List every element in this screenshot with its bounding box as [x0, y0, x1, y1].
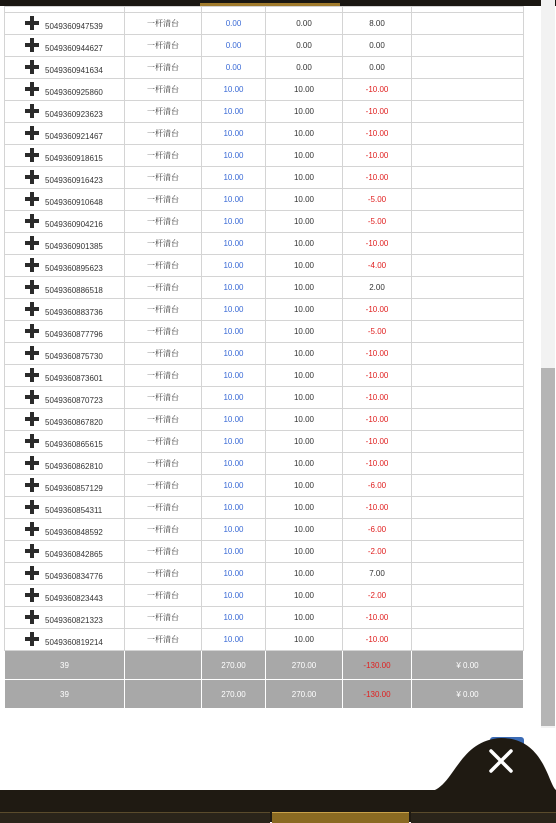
plus-icon[interactable] [25, 522, 39, 536]
order-id-cell[interactable] [5, 387, 125, 409]
game-type-cell: 一杆清台 [125, 431, 202, 453]
total-valid: 270.00 [266, 680, 343, 709]
order-id: 5049360875730 [45, 352, 103, 361]
total-result: -130.00 [343, 680, 412, 709]
bet-amount-cell: 10.00 [202, 299, 266, 321]
order-id-cell[interactable] [5, 519, 125, 541]
table-row[interactable] [5, 233, 524, 255]
bet-amount-cell: 10.00 [202, 541, 266, 563]
plus-icon[interactable] [25, 280, 39, 294]
order-id-cell[interactable] [5, 321, 125, 343]
order-id: 5049360870723 [45, 396, 103, 405]
empty-cell [412, 189, 524, 211]
order-id: 5049360819214 [45, 638, 103, 647]
total-valid: 270.00 [266, 651, 343, 680]
bet-amount-cell: 10.00 [202, 255, 266, 277]
bet-amount-cell: 10.00 [202, 365, 266, 387]
order-id: 5049360901385 [45, 242, 103, 251]
win-loss-cell: -10.00 [343, 607, 412, 629]
empty-cell [412, 475, 524, 497]
plus-icon[interactable] [25, 632, 39, 646]
valid-bet-cell: 10.00 [266, 189, 343, 211]
win-loss-cell: -5.00 [343, 211, 412, 233]
order-id-cell[interactable] [5, 343, 125, 365]
table-row[interactable] [5, 167, 524, 189]
bet-amount-cell: 0.00 [202, 13, 266, 35]
empty-cell [412, 35, 524, 57]
order-id-cell[interactable] [5, 35, 125, 57]
order-id-cell[interactable] [5, 475, 125, 497]
valid-bet-cell: 10.00 [266, 585, 343, 607]
game-type-cell: 一杆清台 [125, 57, 202, 79]
empty-cell [412, 431, 524, 453]
win-loss-cell: -10.00 [343, 167, 412, 189]
win-loss-cell: -10.00 [343, 123, 412, 145]
order-id-cell[interactable] [5, 211, 125, 233]
order-id: 5049360883736 [45, 308, 103, 317]
game-type-cell: 一杆清台 [125, 541, 202, 563]
total-row [5, 680, 524, 709]
bet-amount-cell: 0.00 [202, 57, 266, 79]
order-id: 5049360873601 [45, 374, 103, 383]
valid-bet-cell: 10.00 [266, 299, 343, 321]
game-type-cell: 一杆清台 [125, 497, 202, 519]
total-extra: ¥ 0.00 [412, 680, 524, 709]
game-type-cell: 一杆清台 [125, 211, 202, 233]
win-loss-cell: -2.00 [343, 585, 412, 607]
valid-bet-cell: 10.00 [266, 607, 343, 629]
total-extra: ¥ 0.00 [412, 651, 524, 680]
game-type-cell: 一杆清台 [125, 123, 202, 145]
valid-bet-cell: 10.00 [266, 145, 343, 167]
order-id: 5049360921467 [45, 132, 103, 141]
valid-bet-cell: 10.00 [266, 365, 343, 387]
game-type-cell: 一杆清台 [125, 475, 202, 497]
game-type-cell: 一杆清台 [125, 453, 202, 475]
empty-cell [412, 299, 524, 321]
empty-cell [412, 211, 524, 233]
win-loss-cell: -10.00 [343, 233, 412, 255]
table-row[interactable] [5, 497, 524, 519]
plus-icon[interactable] [25, 60, 39, 74]
bet-amount-cell: 10.00 [202, 79, 266, 101]
valid-bet-cell: 10.00 [266, 519, 343, 541]
order-id: 5049360857129 [45, 484, 103, 493]
order-id: 5049360910648 [45, 198, 103, 207]
valid-bet-cell: 10.00 [266, 79, 343, 101]
valid-bet-cell: 0.00 [266, 13, 343, 35]
empty-cell [412, 277, 524, 299]
plus-icon[interactable] [25, 456, 39, 470]
plus-icon[interactable] [25, 588, 39, 602]
plus-icon[interactable] [25, 544, 39, 558]
plus-icon[interactable] [25, 148, 39, 162]
empty-cell [412, 607, 524, 629]
game-type-cell: 一杆清台 [125, 13, 202, 35]
win-loss-cell: -10.00 [343, 101, 412, 123]
table-row[interactable] [5, 211, 524, 233]
empty-cell [412, 585, 524, 607]
empty-cell [412, 519, 524, 541]
order-id-cell[interactable] [5, 13, 125, 35]
bet-amount-cell: 10.00 [202, 321, 266, 343]
order-id: 5049360947539 [45, 22, 103, 31]
plus-icon[interactable] [25, 412, 39, 426]
bottom-tab[interactable] [0, 812, 270, 823]
win-loss-cell: -5.00 [343, 189, 412, 211]
order-id-cell[interactable] [5, 277, 125, 299]
win-loss-cell: 8.00 [343, 13, 412, 35]
plus-icon[interactable] [25, 324, 39, 338]
order-id-cell[interactable] [5, 57, 125, 79]
table-row[interactable] [5, 585, 524, 607]
win-loss-cell: -6.00 [343, 475, 412, 497]
bet-amount-cell: 10.00 [202, 123, 266, 145]
bottom-tab-active[interactable] [272, 812, 409, 823]
game-type-cell: 一杆清台 [125, 189, 202, 211]
valid-bet-cell: 10.00 [266, 629, 343, 651]
bet-amount-cell: 10.00 [202, 167, 266, 189]
win-loss-cell: -6.00 [343, 519, 412, 541]
close-icon[interactable] [486, 746, 516, 776]
game-type-cell: 一杆清台 [125, 607, 202, 629]
table-row[interactable] [5, 255, 524, 277]
table-row[interactable] [5, 387, 524, 409]
game-type-cell: 一杆清台 [125, 79, 202, 101]
order-id: 5049360904216 [45, 220, 103, 229]
table-row[interactable] [5, 343, 524, 365]
valid-bet-cell: 10.00 [266, 453, 343, 475]
bet-amount-cell: 10.00 [202, 585, 266, 607]
bet-amount-cell: 10.00 [202, 497, 266, 519]
plus-icon[interactable] [25, 478, 39, 492]
win-loss-cell: -10.00 [343, 431, 412, 453]
valid-bet-cell: 10.00 [266, 409, 343, 431]
close-panel [426, 732, 556, 792]
plus-icon[interactable] [25, 390, 39, 404]
win-loss-cell: -10.00 [343, 409, 412, 431]
bet-amount-cell: 10.00 [202, 101, 266, 123]
total-count: 39 [5, 680, 125, 709]
order-id-cell[interactable] [5, 189, 125, 211]
bet-amount-cell: 10.00 [202, 563, 266, 585]
win-loss-cell: -4.00 [343, 255, 412, 277]
total-type [125, 651, 202, 680]
plus-icon[interactable] [25, 82, 39, 96]
valid-bet-cell: 10.00 [266, 101, 343, 123]
bet-amount-cell: 10.00 [202, 277, 266, 299]
order-id: 5049360862810 [45, 462, 103, 471]
order-id-cell[interactable] [5, 431, 125, 453]
table-row[interactable] [5, 57, 524, 79]
bet-amount-cell: 0.00 [202, 35, 266, 57]
table-row[interactable] [5, 321, 524, 343]
empty-cell [412, 343, 524, 365]
win-loss-cell: -10.00 [343, 145, 412, 167]
empty-cell [412, 145, 524, 167]
empty-cell [412, 167, 524, 189]
order-id-cell[interactable] [5, 123, 125, 145]
win-loss-cell: -10.00 [343, 365, 412, 387]
game-type-cell: 一杆清台 [125, 585, 202, 607]
table-row[interactable] [5, 607, 524, 629]
plus-icon[interactable] [25, 434, 39, 448]
order-id: 5049360842865 [45, 550, 103, 559]
total-type [125, 680, 202, 709]
empty-cell [412, 365, 524, 387]
table-row[interactable] [5, 13, 524, 35]
plus-icon[interactable] [25, 214, 39, 228]
order-id: 5049360821323 [45, 616, 103, 625]
table-row[interactable] [5, 629, 524, 651]
valid-bet-cell: 10.00 [266, 167, 343, 189]
game-type-cell: 一杆清台 [125, 277, 202, 299]
bet-amount-cell: 10.00 [202, 475, 266, 497]
win-loss-cell: -10.00 [343, 453, 412, 475]
order-id-cell[interactable] [5, 79, 125, 101]
bet-amount-cell: 10.00 [202, 387, 266, 409]
table-row[interactable] [5, 35, 524, 57]
empty-cell [412, 453, 524, 475]
plus-icon[interactable] [25, 610, 39, 624]
bet-table-wrap [4, 6, 523, 709]
order-id: 5049360886518 [45, 286, 103, 295]
empty-cell [412, 387, 524, 409]
valid-bet-cell: 10.00 [266, 233, 343, 255]
table-row[interactable] [5, 431, 524, 453]
table-row[interactable] [5, 409, 524, 431]
order-id: 5049360916423 [45, 176, 103, 185]
game-type-cell: 一杆清台 [125, 35, 202, 57]
table-row[interactable] [5, 101, 524, 123]
order-id-cell[interactable] [5, 167, 125, 189]
table-row[interactable] [5, 453, 524, 475]
win-loss-cell: -10.00 [343, 299, 412, 321]
order-id: 5049360941634 [45, 66, 103, 75]
empty-cell [412, 255, 524, 277]
win-loss-cell: -10.00 [343, 343, 412, 365]
game-type-cell: 一杆清台 [125, 629, 202, 651]
win-loss-cell: -10.00 [343, 387, 412, 409]
win-loss-cell: -5.00 [343, 321, 412, 343]
order-id-cell[interactable] [5, 541, 125, 563]
valid-bet-cell: 10.00 [266, 475, 343, 497]
order-id-cell[interactable] [5, 607, 125, 629]
order-id: 5049360867820 [45, 418, 103, 427]
plus-icon[interactable] [25, 38, 39, 52]
valid-bet-cell: 10.00 [266, 387, 343, 409]
win-loss-cell: 0.00 [343, 57, 412, 79]
empty-cell [412, 233, 524, 255]
table-row[interactable] [5, 365, 524, 387]
order-id-cell[interactable] [5, 299, 125, 321]
bet-amount-cell: 10.00 [202, 431, 266, 453]
valid-bet-cell: 10.00 [266, 211, 343, 233]
win-loss-cell: 2.00 [343, 277, 412, 299]
valid-bet-cell: 10.00 [266, 541, 343, 563]
win-loss-cell: -10.00 [343, 497, 412, 519]
valid-bet-cell: 10.00 [266, 321, 343, 343]
bet-amount-cell: 10.00 [202, 453, 266, 475]
game-type-cell: 一杆清台 [125, 299, 202, 321]
win-loss-cell: -10.00 [343, 79, 412, 101]
total-count: 39 [5, 651, 125, 680]
table-row[interactable] [5, 541, 524, 563]
empty-cell [412, 79, 524, 101]
bet-record-table [4, 6, 524, 709]
order-id: 5049360865615 [45, 440, 103, 449]
game-type-cell: 一杆清台 [125, 365, 202, 387]
order-id: 5049360823443 [45, 594, 103, 603]
plus-icon[interactable] [25, 368, 39, 382]
table-row[interactable] [5, 79, 524, 101]
empty-cell [412, 563, 524, 585]
order-id: 5049360918615 [45, 154, 103, 163]
valid-bet-cell: 0.00 [266, 35, 343, 57]
valid-bet-cell: 10.00 [266, 255, 343, 277]
bet-amount-cell: 10.00 [202, 145, 266, 167]
scrollbar[interactable] [541, 0, 555, 728]
bet-amount-cell: 10.00 [202, 233, 266, 255]
table-row[interactable] [5, 123, 524, 145]
valid-bet-cell: 10.00 [266, 343, 343, 365]
valid-bet-cell: 10.00 [266, 563, 343, 585]
order-id-cell[interactable] [5, 585, 125, 607]
empty-cell [412, 57, 524, 79]
bottom-tab[interactable] [411, 812, 556, 823]
order-id-cell[interactable] [5, 629, 125, 651]
game-type-cell: 一杆清台 [125, 409, 202, 431]
plus-icon[interactable] [25, 104, 39, 118]
plus-icon[interactable] [25, 500, 39, 514]
total-row [5, 651, 524, 680]
valid-bet-cell: 10.00 [266, 123, 343, 145]
bet-amount-cell: 10.00 [202, 343, 266, 365]
bet-amount-cell: 10.00 [202, 607, 266, 629]
table-row[interactable] [5, 145, 524, 167]
valid-bet-cell: 10.00 [266, 277, 343, 299]
plus-icon[interactable] [25, 170, 39, 184]
table-row[interactable] [5, 277, 524, 299]
table-row[interactable] [5, 519, 524, 541]
order-id: 5049360923623 [45, 110, 103, 119]
table-row[interactable] [5, 563, 524, 585]
game-type-cell: 一杆清台 [125, 233, 202, 255]
order-id: 5049360834776 [45, 572, 103, 581]
game-type-cell: 一杆清台 [125, 563, 202, 585]
game-type-cell: 一杆清台 [125, 321, 202, 343]
game-type-cell: 一杆清台 [125, 145, 202, 167]
game-type-cell: 一杆清台 [125, 255, 202, 277]
game-type-cell: 一杆清台 [125, 343, 202, 365]
plus-icon[interactable] [25, 236, 39, 250]
order-id-cell[interactable] [5, 255, 125, 277]
order-id-cell[interactable] [5, 563, 125, 585]
win-loss-cell: 7.00 [343, 563, 412, 585]
win-loss-cell: -10.00 [343, 629, 412, 651]
bet-amount-cell: 10.00 [202, 519, 266, 541]
order-id-cell[interactable] [5, 453, 125, 475]
empty-cell [412, 541, 524, 563]
plus-icon[interactable] [25, 302, 39, 316]
total-result: -130.00 [343, 651, 412, 680]
empty-cell [412, 101, 524, 123]
plus-icon[interactable] [25, 258, 39, 272]
order-id-cell[interactable] [5, 497, 125, 519]
win-loss-cell: 0.00 [343, 35, 412, 57]
game-type-cell: 一杆清台 [125, 101, 202, 123]
empty-cell [412, 497, 524, 519]
bet-amount-cell: 10.00 [202, 629, 266, 651]
total-bet: 270.00 [202, 680, 266, 709]
order-id-cell[interactable] [5, 365, 125, 387]
valid-bet-cell: 10.00 [266, 497, 343, 519]
order-id: 5049360895623 [45, 264, 103, 273]
empty-cell [412, 13, 524, 35]
order-id: 5049360944627 [45, 44, 103, 53]
order-id-cell[interactable] [5, 145, 125, 167]
empty-cell [412, 409, 524, 431]
valid-bet-cell: 10.00 [266, 431, 343, 453]
plus-icon[interactable] [25, 16, 39, 30]
total-bet: 270.00 [202, 651, 266, 680]
order-id: 5049360925860 [45, 88, 103, 97]
order-id: 5049360848592 [45, 528, 103, 537]
table-row[interactable] [5, 475, 524, 497]
order-id: 5049360877796 [45, 330, 103, 339]
game-type-cell: 一杆清台 [125, 519, 202, 541]
bet-amount-cell: 10.00 [202, 409, 266, 431]
empty-cell [412, 321, 524, 343]
bet-amount-cell: 10.00 [202, 211, 266, 233]
plus-icon[interactable] [25, 346, 39, 360]
empty-cell [412, 123, 524, 145]
table-row[interactable] [5, 299, 524, 321]
table-row[interactable] [5, 189, 524, 211]
valid-bet-cell: 0.00 [266, 57, 343, 79]
bottom-nav-bar [0, 790, 556, 822]
win-loss-cell: -2.00 [343, 541, 412, 563]
plus-icon[interactable] [25, 192, 39, 206]
game-type-cell: 一杆清台 [125, 167, 202, 189]
order-id-cell[interactable] [5, 233, 125, 255]
order-id: 5049360854311 [45, 506, 103, 515]
order-id-cell[interactable] [5, 101, 125, 123]
plus-icon[interactable] [25, 566, 39, 580]
plus-icon[interactable] [25, 126, 39, 140]
order-id-cell[interactable] [5, 409, 125, 431]
bet-amount-cell: 10.00 [202, 189, 266, 211]
game-type-cell: 一杆清台 [125, 387, 202, 409]
scrollbar-thumb[interactable] [541, 368, 555, 726]
empty-cell [412, 629, 524, 651]
